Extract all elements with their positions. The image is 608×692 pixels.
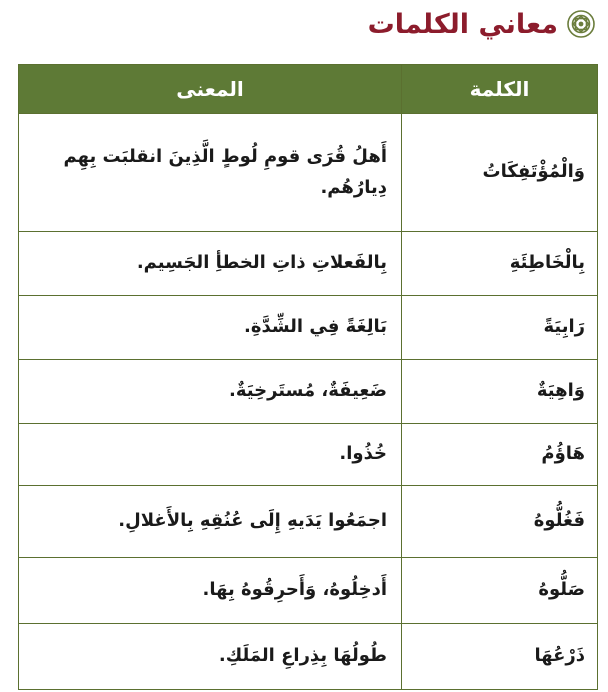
table-row <box>19 486 598 558</box>
meaning-cell: بَالِغَةً فِي الشِّدَّةِ. <box>19 296 402 360</box>
word-cell: وَالْمُؤْتَفِكَاتُ <box>402 114 598 232</box>
meaning-cell: طُولُهَا بِذِراعِ المَلَكِ. <box>19 624 402 690</box>
table-body <box>19 114 598 690</box>
word-cell: رَابِيَةً <box>402 296 598 360</box>
meaning-cell: أَهلُ قُرَى قومِ لُوطٍ الَّذِينَ انقلبَت بِهِم دِيارُهُم. <box>19 114 402 232</box>
word-cell: هَاؤُمُ <box>402 424 598 486</box>
word-cell: صَلُّوهُ <box>402 558 598 624</box>
header-word: الكلمة <box>402 65 598 114</box>
meaning-cell: خُذُوا. <box>19 424 402 486</box>
word-cell: وَاهِيَةٌ <box>402 360 598 424</box>
table-row <box>19 296 598 360</box>
section-title: معاني الكلمات <box>367 8 558 40</box>
section-heading <box>368 2 596 46</box>
table-row <box>19 360 598 424</box>
ornament-rosette-icon <box>566 9 596 39</box>
word-cell: بِالْخَاطِئَةِ <box>402 232 598 296</box>
table-header <box>19 65 598 114</box>
meaning-cell: بِالفَعلاتِ ذاتِ الخطأِ الجَسِيم. <box>19 232 402 296</box>
vocabulary-table <box>18 64 598 690</box>
table-row <box>19 232 598 296</box>
word-cell: ذَرْعُهَا <box>402 624 598 690</box>
header-meaning: المعنى <box>19 65 402 114</box>
word-cell: فَغُلُّوهُ <box>402 486 598 558</box>
table-row <box>19 624 598 690</box>
meaning-cell: أَدخِلُوهُ، وَأَحرِقُوهُ بِهَا. <box>19 558 402 624</box>
table-row <box>19 558 598 624</box>
vocabulary-table-container <box>18 64 598 690</box>
table-row <box>19 114 598 232</box>
table-row <box>19 424 598 486</box>
table-header-row <box>19 65 598 114</box>
meaning-cell: اجمَعُوا يَدَيهِ إِلَى عُنُقِهِ بِالأَغلالِ. <box>19 486 402 558</box>
meaning-cell: ضَعِيفَةٌ، مُستَرخِيَةٌ. <box>19 360 402 424</box>
